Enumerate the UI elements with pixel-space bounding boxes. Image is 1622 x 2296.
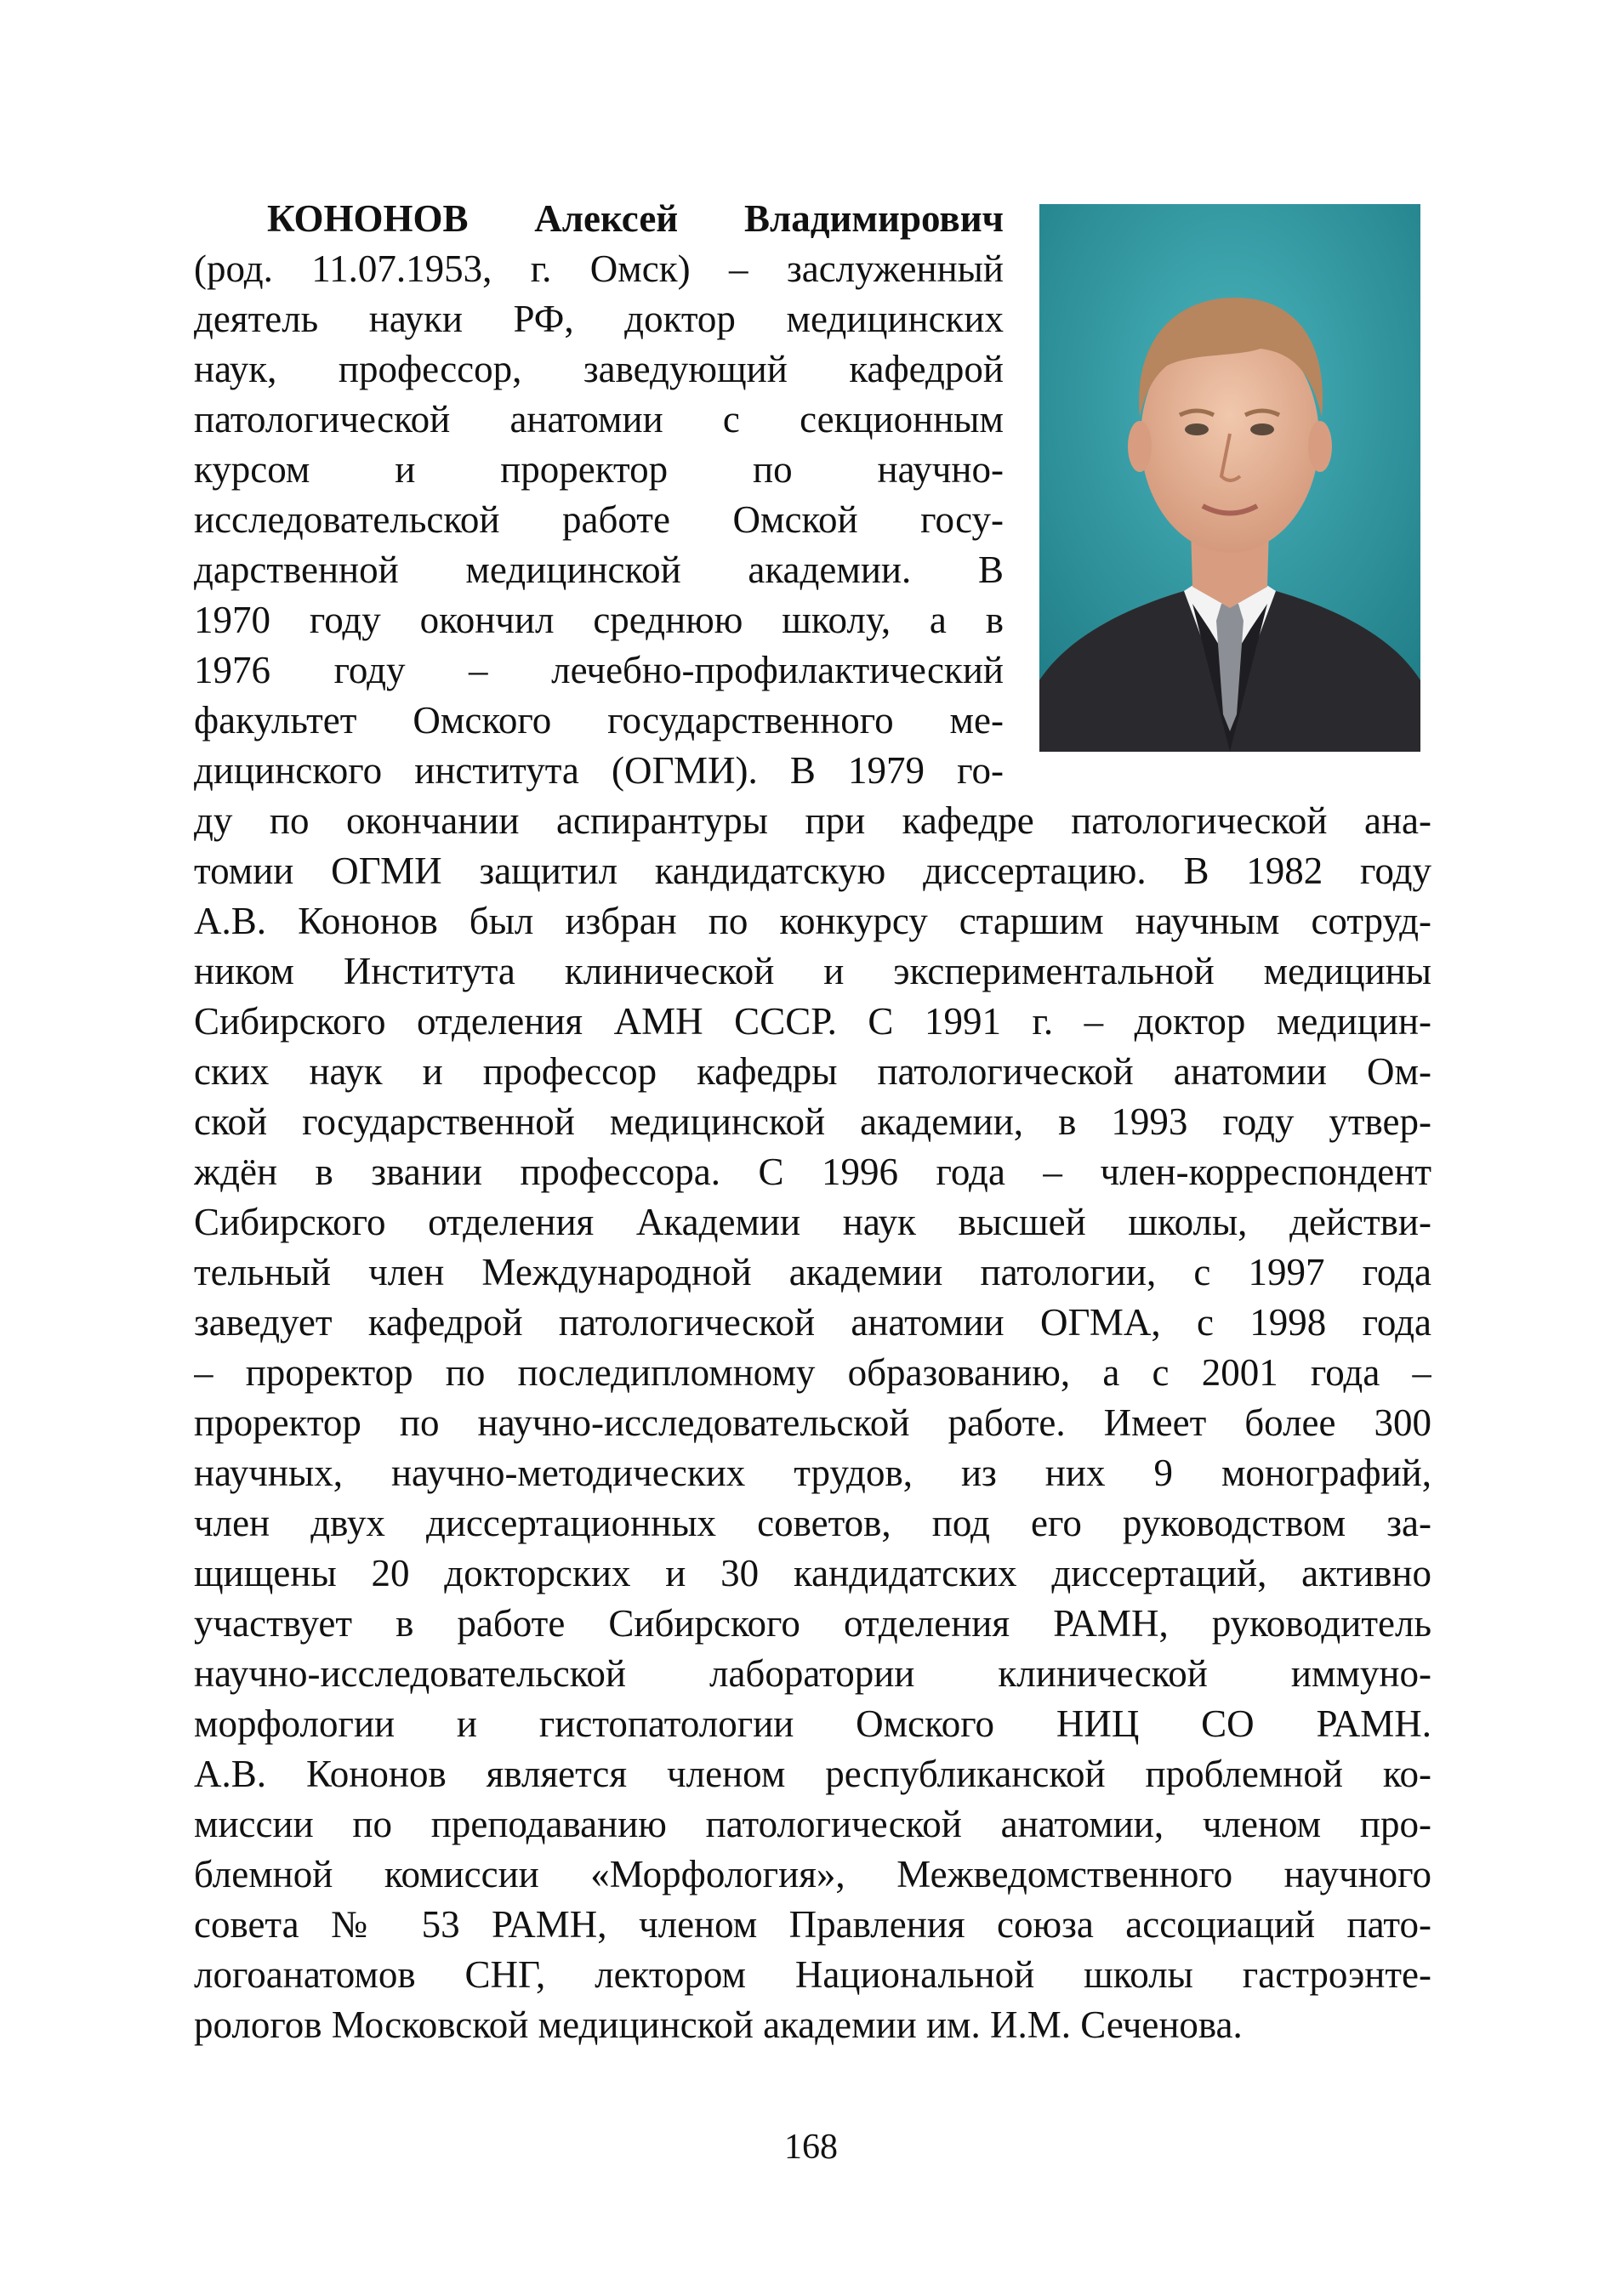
text-line: блемной комиссии «Морфология», Межведомственного научного [194,1853,1431,1895]
text-line: патологической анатомии с секционным [194,398,1004,440]
text-line: научно-исследовательской лаборатории клинической иммуно- [194,1652,1431,1695]
person-name: КОНОНОВ Алексей Владимирович [267,197,1004,240]
text-line: 1976 году – лечебно-профилактический [194,649,1004,691]
text-line: Сибирского отделения Академии наук высшей школы, действи- [194,1201,1431,1243]
text-line: ду по окончании аспирантуры при кафедре патологической ана- [194,799,1431,842]
text-line: – проректор по последипломному образованию, а с 2001 года – [194,1351,1431,1394]
text-line: А.В. Кононов был избран по конкурсу старшим научным сотруд- [194,900,1431,942]
text-line: участвует в работе Сибирского отделения РАМН, руководитель [194,1602,1431,1645]
text-line: морфологии и гистопатологии Омского НИЦ СО РАМН. [194,1702,1431,1745]
text-line: курсом и проректор по научно- [194,448,1004,491]
text-line: научных, научно-методических трудов, из них 9 монографий, [194,1452,1431,1494]
text-line: наук, профессор, заведующий кафедрой [194,348,1004,390]
page-number: 168 [784,2128,838,2167]
text-line: томии ОГМИ защитил кандидатскую диссертацию. В 1982 году [194,850,1431,892]
text-line: заведует кафедрой патологической анатомии ОГМА, с 1998 года [194,1301,1431,1344]
text-line: совета № 53 РАМН, членом Правления союза ассоциаций пато- [194,1903,1431,1946]
text-line: проректор по научно-исследовательской работе. Имеет более 300 [194,1401,1431,1444]
text-line: тельный член Международной академии патологии, с 1997 года [194,1251,1431,1293]
text-line: ником Института клинической и экспериментальной медицины [194,950,1431,992]
text-line: (род. 11.07.1953, г. Омск) – заслуженный [194,247,1004,290]
text-line: логоанатомов СНГ, лектором Национальной школы гастроэнте- [194,1953,1431,1996]
text-line: А.В. Кононов является членом республиканской проблемной ко- [194,1753,1431,1795]
text-line: факультет Омского государственного ме- [194,699,1004,742]
text-line: член двух диссертационных советов, под его руководством за- [194,1502,1431,1544]
text-line [194,194,1004,244]
text-line: деятель науки РФ, доктор медицинских [194,298,1004,340]
biography-text [194,194,1431,2050]
text-line: дицинского института (ОГМИ). В 1979 го- [194,749,1004,792]
text-line: 1970 году окончил среднюю школу, а в [194,599,1004,641]
text-line: щищены 20 докторских и 30 кандидатских диссертаций, активно [194,1552,1431,1594]
text-line: дарственной медицинской академии. В [194,548,1004,591]
text-line-last: рологов Московской медицинской академии им. И.М. Сеченова. [194,2003,1243,2046]
text-line: Сибирского отделения АМН СССР. С 1991 г. – доктор медицин- [194,1000,1431,1043]
text-line: исследовательской работе Омской госу- [194,498,1004,541]
text-line: миссии по преподаванию патологической анатомии, членом про- [194,1803,1431,1845]
text-line: ждён в звании профессора. С 1996 года – член-корреспондент [194,1151,1431,1193]
text-line: ских наук и профессор кафедры патологической анатомии Ом- [194,1050,1431,1093]
text-line: ской государственной медицинской академии, в 1993 году утвер- [194,1100,1431,1143]
